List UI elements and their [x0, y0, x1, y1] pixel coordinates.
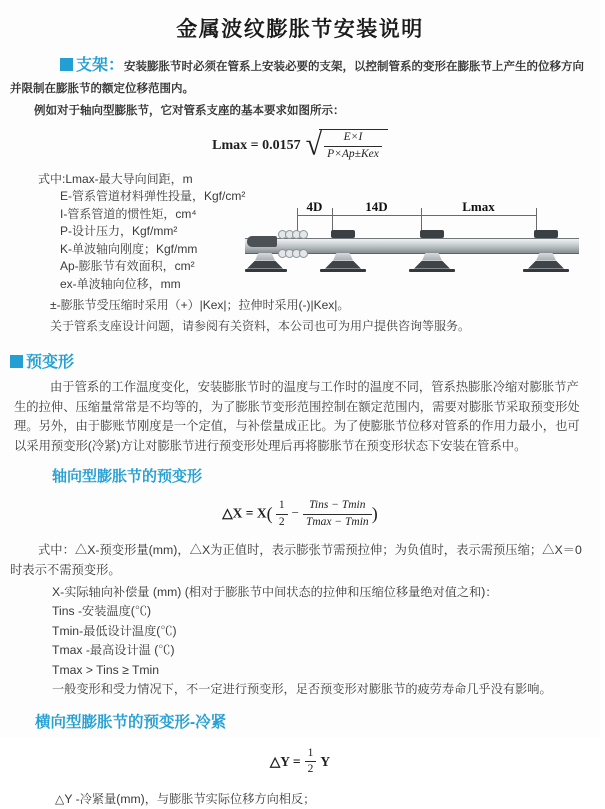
definitions-and-diagram: [10, 171, 590, 336]
axial-item: 一般变形和受力情况下，不一定进行预变形，足否预变形对膨胀节的疲劳寿命几乎没有影响。: [52, 682, 552, 697]
bellows-icon: [299, 230, 308, 239]
support-intro-text: 安装膨胀节时必须在管系上安装必要的支架，以控制管系的变形在膨胀节上产生的位移方向并限制在膨胀节的额定位移范围内。: [10, 61, 585, 95]
formula-numerator: E×I: [324, 131, 382, 147]
axial-item: Tmax -最高设计温 (℃): [52, 643, 175, 658]
axial-item: Tmax > Tins ≥ Tmin: [52, 662, 160, 677]
axial-item: Tins -安装温度(℃): [52, 604, 152, 619]
definition-line: P-设计压力，Kgf/mm²: [60, 224, 178, 239]
dimension-label-4d: 4D: [306, 198, 323, 214]
definition-line: 式中:Lmax-最大导向间距，m: [38, 171, 193, 186]
axial-formula: [0, 499, 600, 530]
bellows-icon: [299, 249, 308, 258]
support-base: [325, 261, 361, 269]
formula-rhs: Y: [320, 753, 331, 769]
formula-denominator: P×Ap±Kex: [327, 147, 379, 160]
definition-line: Ap-膨胀节有效面积，cm²: [60, 259, 195, 274]
temperature-fraction: $\frac{\text{Tins − Tmin}}{Tmax - Tmin}$: [303, 499, 372, 530]
definition-line: K-单波轴向刚度；Kgf/mm: [60, 241, 198, 256]
support-base: [414, 261, 450, 269]
pipe-support-diagram: [245, 198, 605, 275]
half-fraction: $\frac{1}{2}$: [276, 499, 288, 530]
support-neck: [422, 253, 442, 261]
predeform-paragraph: 由于管系的工作温度变化，安装膨胀节时的温度与工作时的温度不同，管系热膨胀冷缩对膨胀节产生的拉伸、压缩量常常是不均等的，为了膨胀节变形范围控制在额定范围内，需要对膨胀节采取预变形处理。另外，由于膨账节刚度是一个定值，与补偿量成正比。为了使膨胀节位移对管系的作用力最小，也可以采用预变形(冷紧)方让对膨胀节进行预变形处理后再将膨胀节在预变形状态下安装在管系中。: [14, 380, 580, 453]
support-cap: [331, 230, 355, 238]
dimension-label-lmax: Lmax: [462, 198, 495, 214]
sqrt-sign: √: [305, 127, 323, 163]
close-paren: ): [371, 503, 378, 524]
dimension-tick: [536, 208, 537, 231]
support-base: [528, 261, 564, 269]
support-neck: [333, 253, 353, 261]
support-example-line: 例如对于轴向型膨胀节，它对管系支座的基本要求如图所示：: [34, 105, 345, 117]
open-paren: (: [266, 503, 273, 524]
pipe-support-icon: [409, 230, 455, 275]
axial-explain-paragraph: 式中：△X-预变形量(mm)，△X为正值时，表示膨张节需预拉伸；为负值时，表示需预压缩；△X＝0时表示不需预变形。: [10, 542, 582, 578]
half-fraction: $\frac{1}{2}$: [305, 747, 317, 778]
anchor-bar: [247, 236, 277, 247]
section-marker-icon: [60, 58, 73, 71]
lmax-formula: [0, 129, 600, 162]
sqrt-expression: [306, 129, 388, 162]
axial-item: Tmin-最低设计温度(℃): [52, 623, 177, 638]
definition-line: E-管系管道材料弹性投量，Kgf/cm²: [60, 189, 246, 204]
support-foot: [245, 269, 287, 272]
support-base: [247, 261, 283, 269]
formula-lhs: △Y =: [269, 753, 301, 769]
lateral-note: △Y -冷紧量(mm)，与膨胀节实际位移方向相反；: [55, 792, 316, 807]
pipe-support-icon: [523, 230, 569, 275]
axial-subheading: 轴向型膨胀节的预变形: [52, 468, 203, 486]
support-foot: [409, 269, 455, 272]
axial-item: X-实际轴向补偿量 (mm) (相对于膨胀节中间状态的拉伸和压缩位移量绝对值之和)：: [52, 584, 498, 599]
anchor-support-icon: [247, 230, 287, 275]
support-neck: [536, 253, 556, 261]
section-marker-icon: [10, 355, 23, 368]
support-foot: [523, 269, 569, 272]
dimension-label-14d: 14D: [365, 198, 388, 214]
support-intro-paragraph: [10, 55, 590, 100]
support-section-heading: [60, 57, 124, 74]
support-heading-label: 支架：: [76, 57, 125, 74]
lateral-subheading: 横向型膨胀节的预变形-冷紧: [35, 713, 227, 731]
support-cap: [420, 230, 444, 238]
consult-note: 关于管系支座设计问题，请参阅有关资料，本公司也可为用户提供咨询等服务。: [50, 319, 471, 334]
predeform-heading-label: 预变形: [26, 354, 75, 372]
pipe-support-icon: [320, 230, 366, 275]
support-neck: [255, 253, 275, 261]
definition-line: ex-单波轴向位移，mm: [60, 276, 181, 291]
minus-operator: −: [291, 505, 299, 521]
formula-lhs: △X = X: [222, 505, 267, 521]
predeform-section-heading: [10, 349, 590, 372]
lateral-formula: [0, 747, 600, 778]
definition-line: I-管系管道的惯性矩，cm⁴: [60, 206, 197, 221]
page-title: 金属波纹膨胀节安装说明: [176, 18, 424, 41]
support-cap: [534, 230, 558, 238]
plus-minus-note: ±-膨胀节受压缩时采用（+）|Kex|；拉伸时采用(-)|Kex|。: [50, 298, 350, 313]
support-foot: [320, 269, 366, 272]
formula-lhs: Lmax = 0.0157: [212, 137, 301, 153]
